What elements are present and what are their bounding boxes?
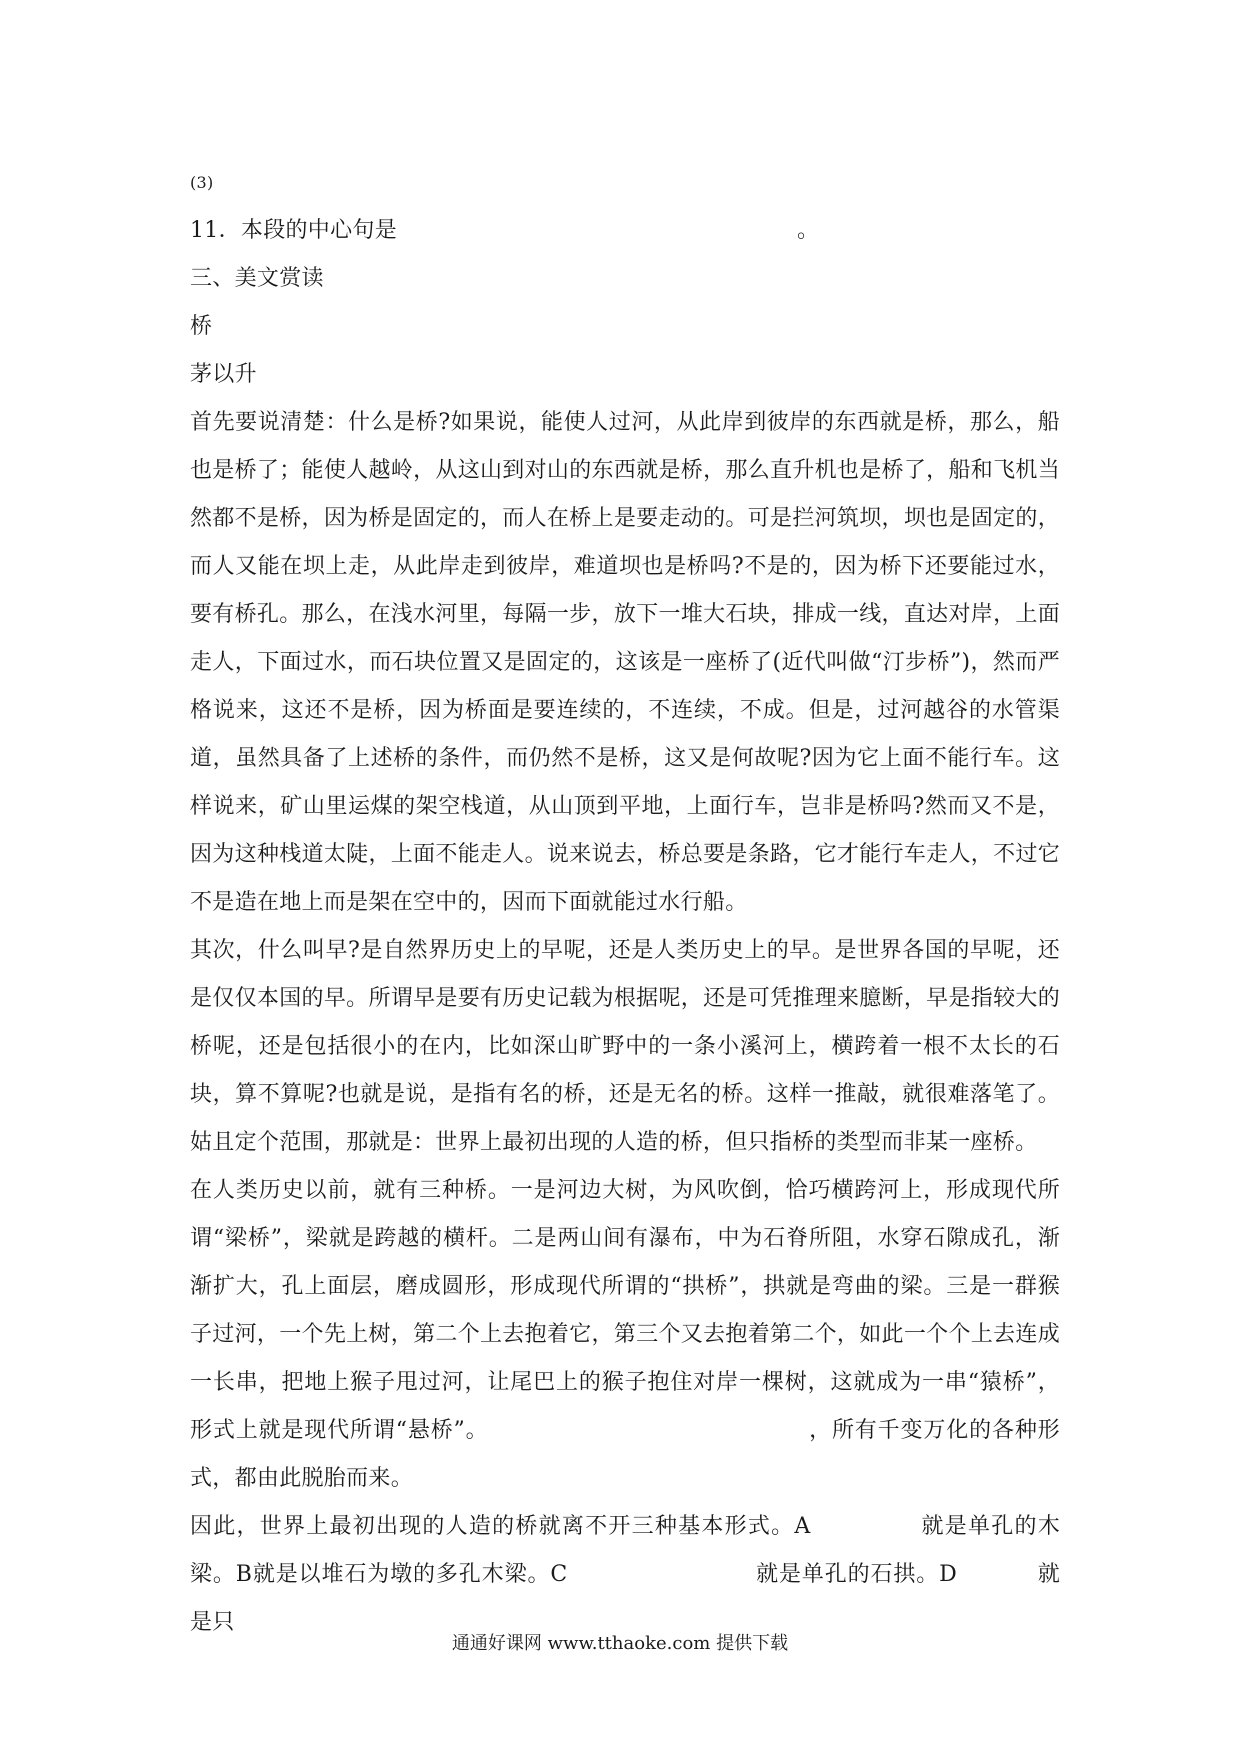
- question-11: [190, 207, 1060, 255]
- question-11-prefix: 11．本段的中心句是: [190, 218, 397, 243]
- article-paragraph-2: 其次，什么叫早?是自然界历史上的早呢，还是人类历史上的早。是世界各国的早呢，还是仅仅本国的早。所谓早是要有历史记载为根据呢，还是可凭推理来臆断，早是指较大的桥呢，还是包括很小的在内，比如深山旷野中的一条小溪河上，横跨着一根不太长的石块，算不算呢?也就是说，是指有名的桥，还是无名的桥。这样一推敲，就很难落笔了。姑且定个范围，那就是：世界上最初出现的人造的桥，但只指桥的类型而非某一座桥。: [190, 938, 1060, 1155]
- paragraph-3-text: 在人类历史以前，就有三种桥。一是河边大树，为风吹倒，恰巧横跨河上，形成现代所谓“梁桥”，梁就是跨越的横杆。二是两山间有瀑布，中为石脊所阻，水穿石隙成孔，渐渐扩大，孔上面层，磨成圆形，形成现代所谓的“拱桥”，拱就是弯曲的梁。三是一群猴子过河，一个先上树，第二个上去抱着它，第三个又去抱着第二个，如此一个个上去连成一长串，把地上猴子甩过河，让尾巴上的猴子抱住对岸一棵树，这就成为一串“猿桥”，形式上就是现代所谓“悬桥”。: [190, 1178, 1060, 1443]
- blank-label-a: A: [794, 1514, 811, 1539]
- item-marker: [190, 158, 1060, 207]
- paragraph-3-tail: ，所有千变万化的各种形式，都由此脱胎而来。: [190, 1418, 1060, 1491]
- section-heading: 三、美文赏读: [190, 266, 324, 291]
- page-footer: 通通好课网 www.tthaoke.com 提供下载: [451, 1633, 789, 1654]
- blank-label-d: D: [939, 1562, 958, 1587]
- article-paragraph-4: [190, 1503, 1060, 1647]
- question-11-suffix: 。: [797, 218, 820, 243]
- blank-label-c: C: [550, 1562, 568, 1587]
- blank-label-b: B: [235, 1562, 253, 1587]
- text-b: 就是以堆石为墩的多孔木梁。: [252, 1562, 551, 1587]
- text-a: 就是单孔的木梁。: [190, 1514, 1060, 1587]
- paragraph-4-lead: 因此，世界上最初出现的人造的桥就离不开三种基本形式。: [190, 1514, 795, 1539]
- marker-text: (3): [190, 173, 214, 192]
- document-page: [190, 158, 1060, 1647]
- article-paragraph-3: [190, 1167, 1060, 1503]
- article-paragraph-1: 首先要说清楚：什么是桥?如果说，能使人过河，从此岸到彼岸的东西就是桥，那么，船也是桥了；能使人越岭，从这山到对山的东西就是桥，那么直升机也是桥了，船和飞机当然都不是桥，因为桥是固定的，而人在桥上是要走动的。可是拦河筑坝，坝也是固定的，而人又能在坝上走，从此岸走到彼岸，难道坝也是桥吗?不是的，因为桥下还要能过水，要有桥孔。那么，在浅水河里，每隔一步，放下一堆大石块，排成一线，直达对岸，上面走人，下面过水，而石块位置又是固定的，这该是一座桥了(近代叫做“汀步桥”)，然而严格说来，这还不是桥，因为桥面是要连续的，不连续，不成。但是，过河越谷的水管渠道，虽然具备了上述桥的条件，而仍然不是桥，这又是何故呢?因为它上面不能行车。这样说来，矿山里运煤的架空栈道，从山顶到平地，上面行车，岂非是桥吗?然而又不是，因为这种栈道太陡，上面不能走人。说来说去，桥总要是条路，它才能行车走人，不过它不是造在地上而是架在空中的，因而下面就能过水行船。: [190, 410, 1060, 915]
- text-c: 就是单孔的石拱。: [755, 1562, 940, 1587]
- article-title: 桥: [190, 314, 213, 339]
- text-d: 就是只: [190, 1562, 1060, 1635]
- article-author: 茅以升: [190, 362, 257, 387]
